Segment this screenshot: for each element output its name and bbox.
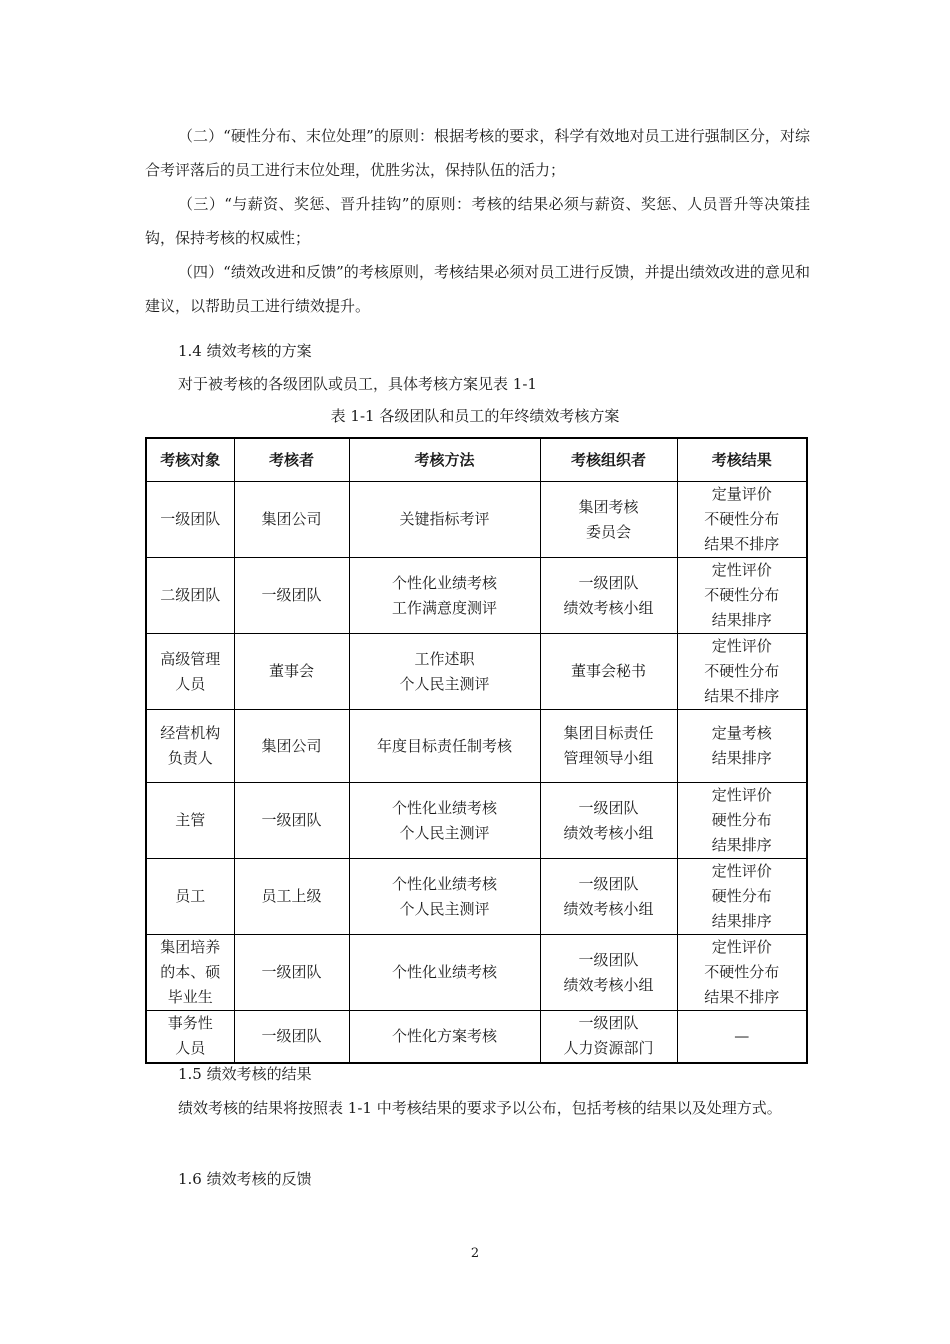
cell-line: 一级团队: [261, 811, 322, 829]
cell-line: 管理领导小组: [563, 749, 654, 767]
cell-line: 绩效考核小组: [563, 899, 654, 918]
cell-target: [146, 859, 234, 935]
cell-line: 员工上级: [261, 887, 322, 905]
cell-result: [677, 783, 807, 859]
section-1-5-heading: 1.5 绩效考核的结果: [178, 1065, 312, 1083]
cell-line: 一级团队: [261, 1026, 322, 1045]
cell-line: 工作满意度测评: [391, 598, 497, 617]
cell-line: 一级团队: [261, 963, 322, 981]
cell-method: [349, 710, 540, 783]
cell-line: 个人民主测评: [399, 899, 490, 918]
cell-assessor: [234, 634, 349, 710]
table-row: [146, 710, 807, 783]
table-row: [146, 558, 807, 634]
cell-line: 结果排序: [711, 749, 772, 767]
cell-line: 一级团队: [160, 510, 221, 528]
cell-method: [349, 558, 540, 634]
page-number: 2: [470, 1246, 480, 1261]
table-row: [146, 935, 807, 1011]
cell-line: 集团公司: [261, 510, 322, 528]
cell-line: 不硬性分布: [704, 510, 780, 528]
cell-line: —: [734, 1026, 750, 1045]
cell-line: 定性评价: [711, 786, 772, 804]
cell-line: 集团目标责任: [563, 724, 654, 742]
cell-line: 董事会秘书: [570, 662, 646, 680]
table-row: [146, 634, 807, 710]
cell-method: [349, 1011, 540, 1063]
cell-line: 个性化业绩考核: [391, 874, 497, 893]
cell-line: 定量考核: [711, 724, 772, 742]
cell-assessor: [234, 482, 349, 558]
section-1-5-body: 绩效考核的结果将按照表 1-1 中考核结果的要求予以公布，包括考核的结果以及处理方式。: [178, 1099, 782, 1117]
cell-target: [146, 935, 234, 1011]
cell-line: 个性化方案考核: [391, 1026, 497, 1045]
cell-line: 高级管理: [160, 649, 221, 668]
cell-organizer: [540, 634, 677, 710]
cell-line: 绩效考核小组: [563, 823, 654, 842]
cell-line: 硬性分布: [711, 887, 772, 905]
header-result: 考核结果: [677, 438, 807, 482]
cell-line: 结果不排序: [704, 687, 780, 705]
header-target: 考核对象: [146, 438, 234, 482]
cell-line: 个性化业绩考核: [391, 573, 497, 592]
cell-result: [677, 710, 807, 783]
cell-target: [146, 558, 234, 634]
cell-line: 事务性: [167, 1014, 213, 1033]
cell-line: 定性评价: [711, 637, 772, 655]
cell-line: 二级团队: [160, 586, 221, 604]
cell-target: [146, 482, 234, 558]
cell-line: 定性评价: [711, 938, 772, 956]
cell-organizer: [540, 482, 677, 558]
table-body: [146, 482, 807, 1063]
cell-line: 个性化业绩考核: [391, 798, 497, 817]
cell-line: 董事会: [268, 662, 314, 680]
cell-line: 一级团队: [578, 1014, 639, 1033]
cell-line: 员工: [175, 887, 206, 905]
cell-line: 不硬性分布: [704, 662, 780, 680]
cell-result: [677, 482, 807, 558]
cell-line: 不硬性分布: [704, 963, 780, 981]
cell-organizer: [540, 859, 677, 935]
header-organizer: 考核组织者: [540, 438, 677, 482]
cell-method: [349, 935, 540, 1011]
cell-line: 集团公司: [261, 736, 322, 755]
cell-line: 人力资源部门: [563, 1039, 654, 1058]
header-method: 考核方法: [349, 438, 540, 482]
cell-method: [349, 482, 540, 558]
cell-assessor: [234, 935, 349, 1011]
cell-assessor: [234, 783, 349, 859]
cell-line: 关键指标考评: [399, 510, 490, 528]
cell-line: 绩效考核小组: [563, 975, 654, 994]
table-caption: 表 1-1 各级团队和员工的年终绩效考核方案: [330, 407, 620, 425]
cell-result: [677, 859, 807, 935]
cell-line: 结果不排序: [704, 988, 780, 1006]
cell-line: 个人民主测评: [399, 823, 490, 842]
cell-line: 一级团队: [261, 586, 322, 604]
cell-line: 个性化业绩考核: [391, 963, 497, 981]
cell-method: [349, 859, 540, 935]
cell-result: [677, 1011, 807, 1063]
cell-line: 人员: [175, 674, 206, 693]
table-row: [146, 783, 807, 859]
cell-line: 定量评价: [711, 485, 772, 503]
cell-line: 不硬性分布: [704, 586, 780, 604]
cell-line: 个人民主测评: [399, 674, 490, 693]
cell-assessor: [234, 710, 349, 783]
cell-line: 集团考核: [578, 497, 639, 516]
principle-3-paragraph: （三）“与薪资、奖惩、晋升挂钩”的原则：考核的结果必须与薪资、奖惩、人员晋升等决策挂钩，保持考核的权威性；: [145, 195, 810, 247]
cell-organizer: [540, 935, 677, 1011]
cell-line: 一级团队: [578, 874, 639, 893]
cell-line: 年度目标责任制考核: [376, 736, 512, 755]
table-header-row: [146, 438, 807, 482]
assessment-plan-table: [145, 437, 808, 1064]
cell-line: 一级团队: [578, 798, 639, 817]
cell-line: 一级团队: [578, 950, 639, 969]
cell-assessor: [234, 859, 349, 935]
section-1-4-heading: 1.4 绩效考核的方案: [178, 342, 312, 360]
cell-line: 绩效考核小组: [563, 598, 654, 617]
cell-method: [349, 634, 540, 710]
cell-line: 的本、硕: [160, 963, 221, 981]
cell-line: 毕业生: [167, 988, 213, 1006]
cell-line: 集团培养: [160, 938, 221, 956]
cell-line: 结果排序: [711, 912, 772, 930]
cell-line: 工作述职: [414, 649, 475, 668]
cell-assessor: [234, 1011, 349, 1063]
cell-line: 结果排序: [711, 611, 772, 629]
cell-target: [146, 1011, 234, 1063]
cell-target: [146, 710, 234, 783]
table-row: [146, 859, 807, 935]
cell-line: 定性评价: [711, 561, 772, 579]
cell-line: 结果排序: [711, 836, 772, 854]
cell-line: 经营机构: [160, 724, 221, 742]
principle-4-paragraph: （四）“绩效改进和反馈”的考核原则，考核结果必须对员工进行反馈，并提出绩效改进的意见和建议，以帮助员工进行绩效提升。: [145, 263, 810, 315]
cell-line: 定性评价: [711, 862, 772, 880]
cell-line: 负责人: [167, 749, 213, 767]
cell-organizer: [540, 783, 677, 859]
section-1-6-heading: 1.6 绩效考核的反馈: [178, 1170, 312, 1188]
cell-line: 一级团队: [578, 573, 639, 592]
cell-line: 结果不排序: [704, 535, 780, 553]
cell-organizer: [540, 710, 677, 783]
cell-result: [677, 558, 807, 634]
cell-target: [146, 634, 234, 710]
cell-target: [146, 783, 234, 859]
cell-organizer: [540, 1011, 677, 1063]
cell-result: [677, 634, 807, 710]
principle-2-paragraph: （二）“硬性分布、末位处理”的原则：根据考核的要求，科学有效地对员工进行强制区分，对综合考评落后的员工进行末位处理，优胜劣汰，保持队伍的活力；: [145, 127, 810, 179]
cell-method: [349, 783, 540, 859]
header-assessor: 考核者: [234, 438, 349, 482]
table-row: [146, 482, 807, 558]
cell-organizer: [540, 558, 677, 634]
cell-assessor: [234, 558, 349, 634]
table-row: [146, 1011, 807, 1063]
cell-line: 人员: [175, 1039, 206, 1058]
cell-result: [677, 935, 807, 1011]
cell-line: 委员会: [585, 522, 631, 541]
section-1-4-intro: 对于被考核的各级团队或员工，具体考核方案见表 1-1: [178, 375, 537, 393]
cell-line: 硬性分布: [711, 811, 772, 829]
cell-line: 主管: [175, 811, 206, 829]
